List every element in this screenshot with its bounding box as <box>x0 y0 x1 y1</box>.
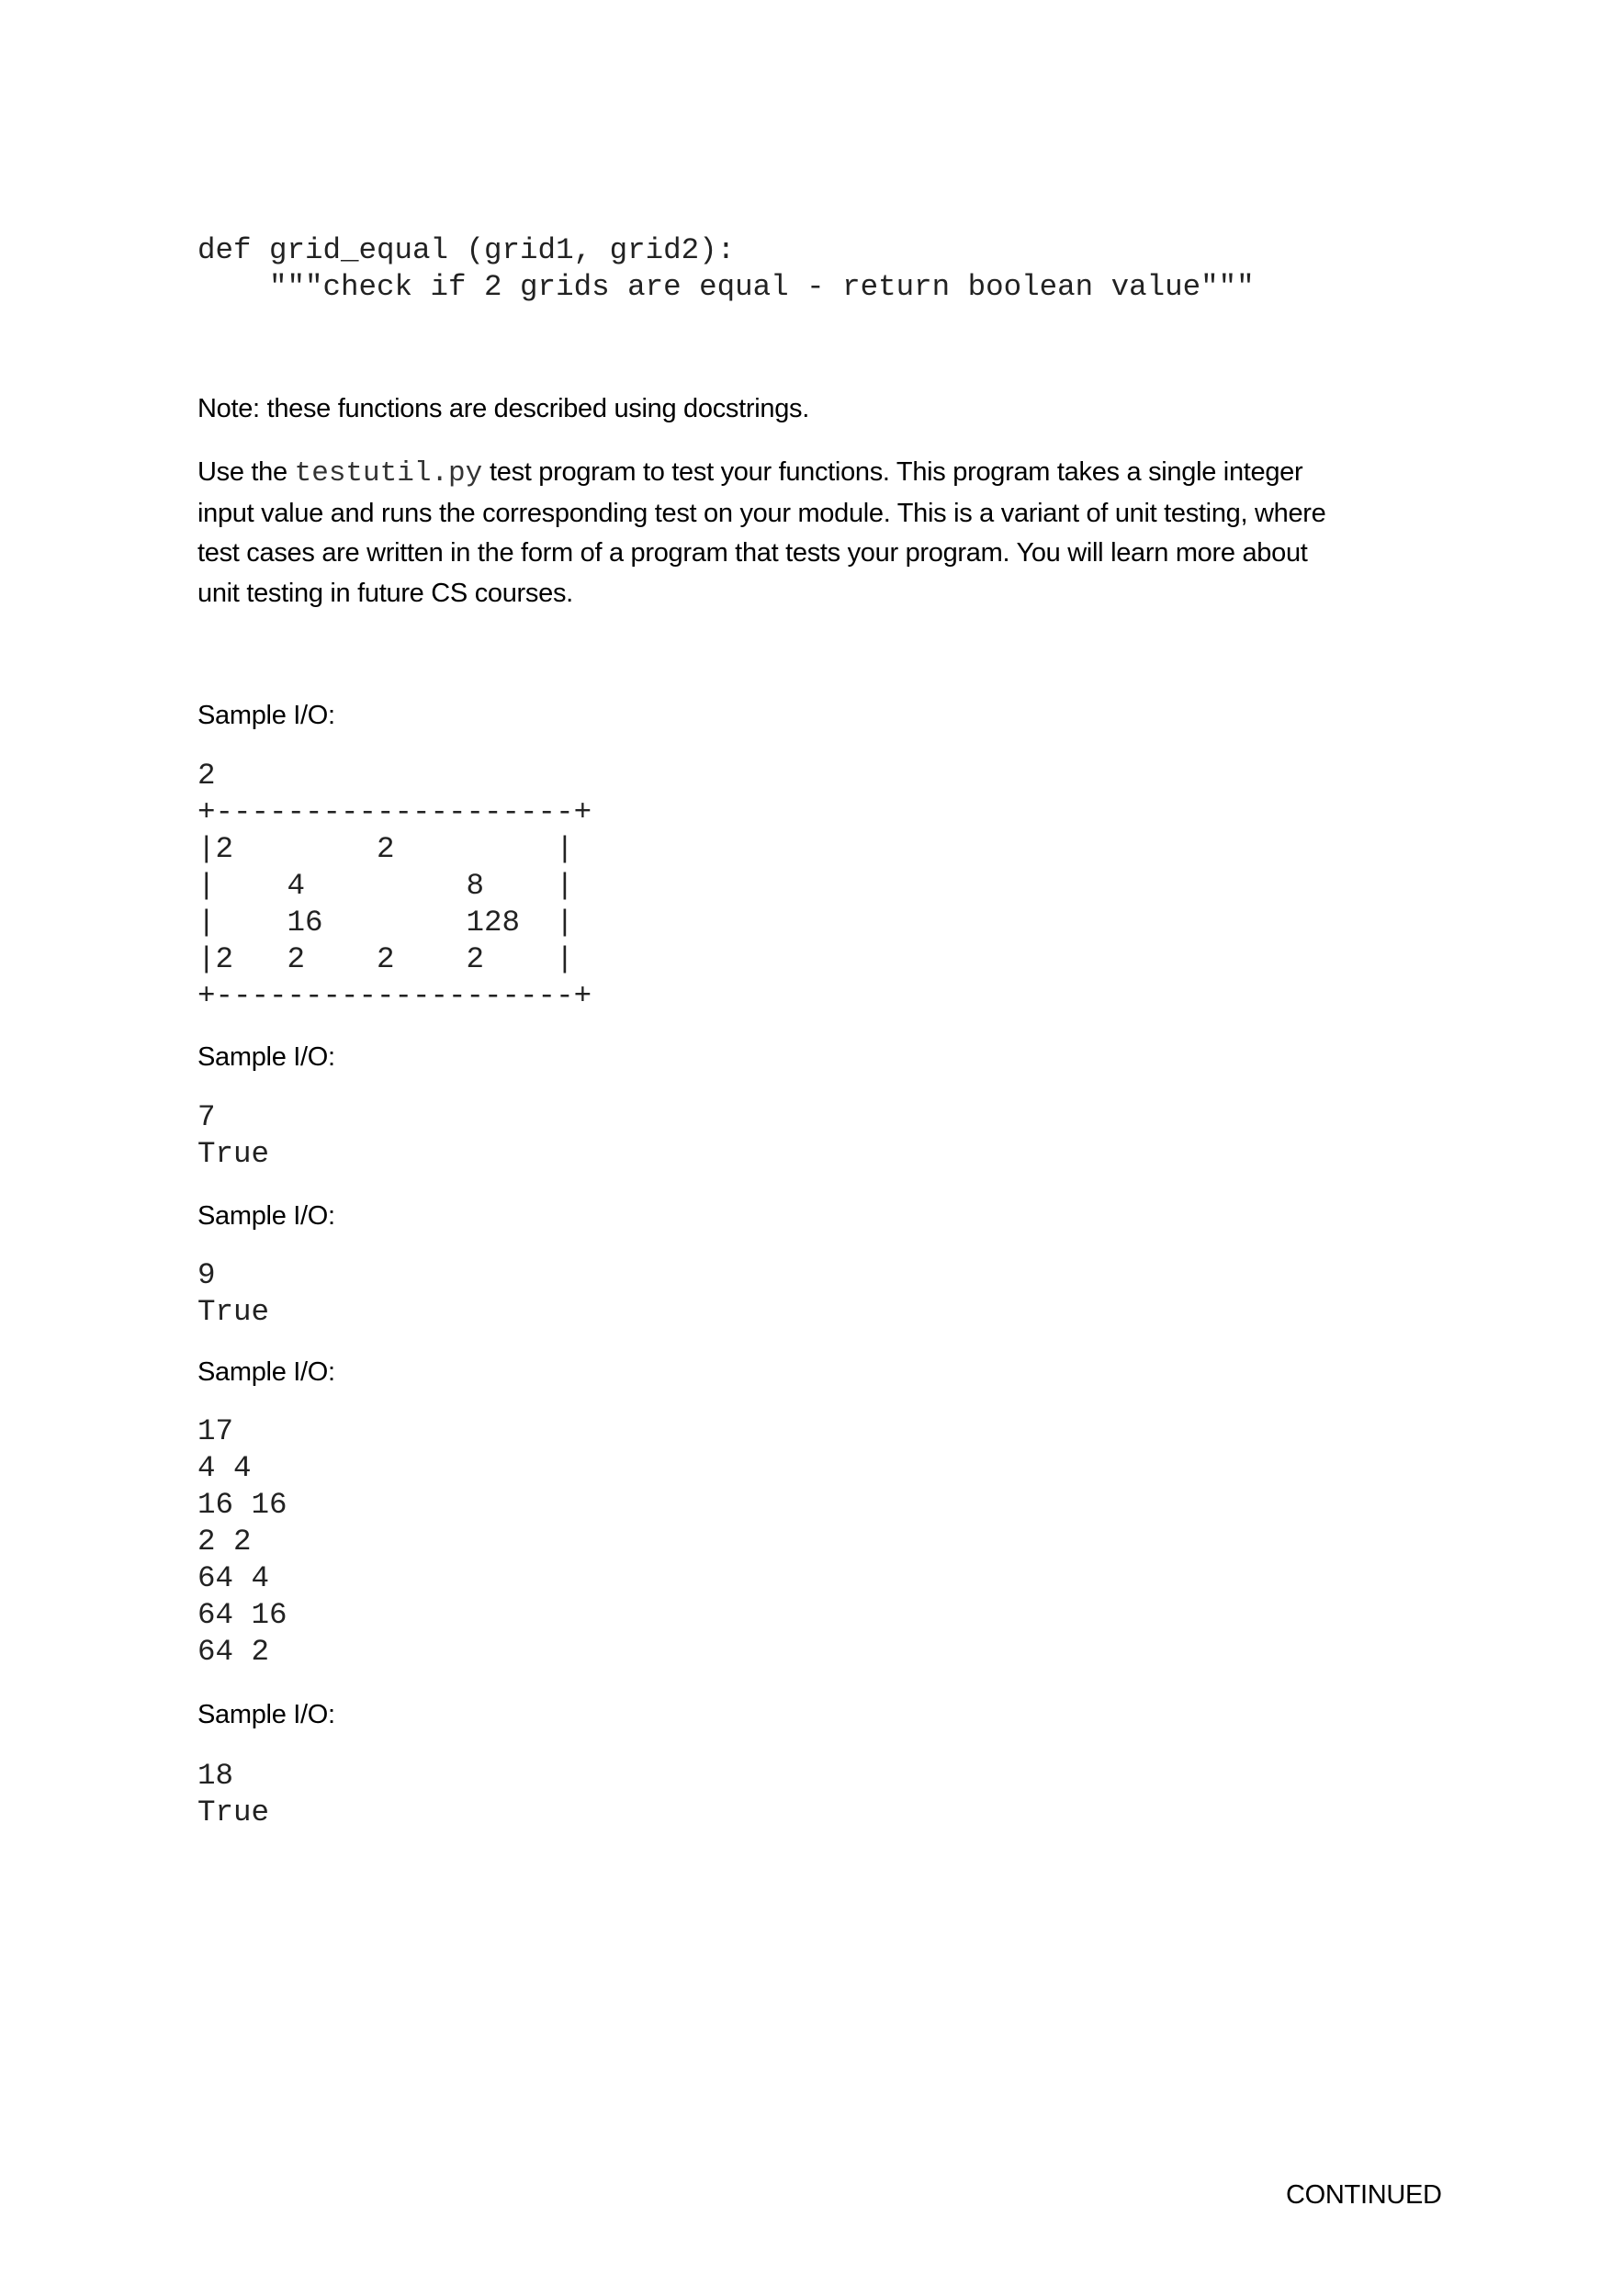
sample-line: 64 4 <box>197 1561 270 1595</box>
sample-line: 2 2 <box>197 1525 252 1559</box>
testutil-filename: testutil.py <box>294 457 483 490</box>
grid-row: |2 2 | <box>197 832 574 866</box>
function-code <box>197 232 1255 306</box>
sample-line: 18 <box>197 1759 234 1793</box>
sample-label-4: Sample I/O: <box>197 1357 335 1387</box>
sample-line: 2 <box>197 759 216 793</box>
note-text: Note: these functions are described using docstrings. <box>197 394 809 423</box>
paragraph-line-1 <box>197 453 1325 494</box>
sample-line: 64 16 <box>197 1598 287 1632</box>
grid-border-bottom: +--------------------+ <box>197 979 592 1013</box>
sample-line: 4 4 <box>197 1451 252 1485</box>
testutil-paragraph <box>197 453 1325 613</box>
sample-line: True <box>197 1137 270 1171</box>
grid-row: | 16 128 | <box>197 906 574 940</box>
paragraph-line-1-rest: test program to test your functions. This program takes a single integer <box>482 457 1303 487</box>
sample-output-5 <box>197 1758 269 1831</box>
sample-label-3: Sample I/O: <box>197 1201 335 1231</box>
sample-line: 9 <box>197 1258 216 1292</box>
grid-border-top: +--------------------+ <box>197 795 592 829</box>
paragraph-line-2: input value and runs the corresponding test on your module. This is a variant of unit testing, where <box>197 498 1326 528</box>
sample-output-1 <box>197 758 592 1015</box>
function-docstring: """check if 2 grids are equal - return boolean value""" <box>197 270 1255 304</box>
grid-row: | 4 8 | <box>197 869 574 903</box>
continued-footer: CONTINUED <box>1286 2180 1442 2210</box>
sample-line: 17 <box>197 1414 234 1448</box>
sample-output-3 <box>197 1257 269 1331</box>
sample-line: 7 <box>197 1100 216 1134</box>
function-signature: def grid_equal (grid1, grid2): <box>197 233 736 267</box>
grid-row: |2 2 2 2 | <box>197 942 574 976</box>
sample-line: True <box>197 1795 270 1829</box>
sample-line: 64 2 <box>197 1635 270 1669</box>
sample-line: 16 16 <box>197 1488 287 1522</box>
sample-label-2: Sample I/O: <box>197 1042 335 1072</box>
sample-output-2 <box>197 1099 269 1173</box>
paragraph-line-3: test cases are written in the form of a program that tests your program. You will learn more about <box>197 538 1308 568</box>
sample-output-4 <box>197 1413 287 1671</box>
paragraph-line-4: unit testing in future CS courses. <box>197 578 573 608</box>
paragraph-prefix: Use the <box>197 457 295 487</box>
sample-label-1: Sample I/O: <box>197 701 335 730</box>
sample-label-5: Sample I/O: <box>197 1700 335 1729</box>
sample-line: True <box>197 1295 270 1329</box>
